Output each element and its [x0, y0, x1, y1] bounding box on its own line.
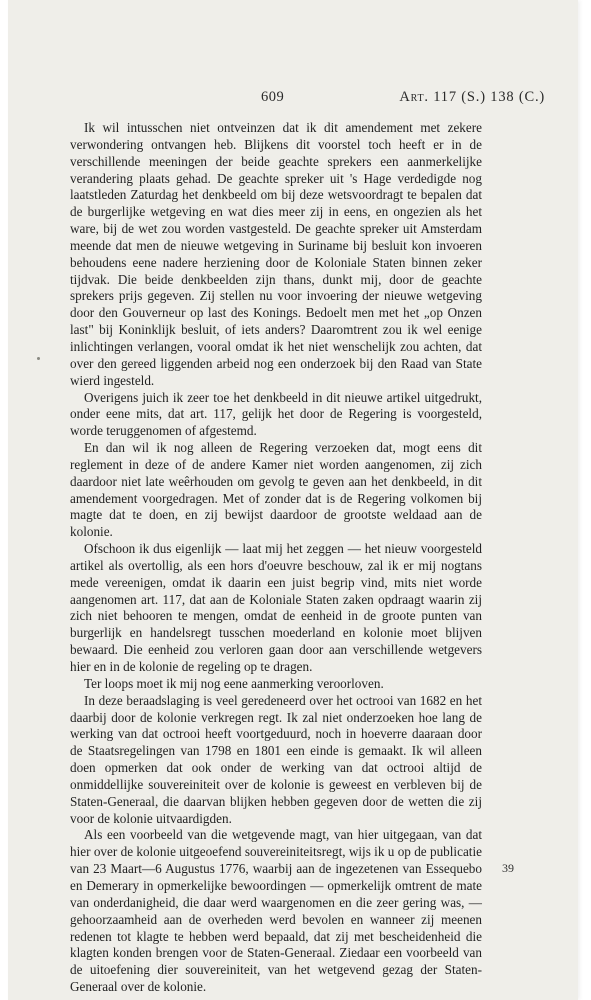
book-page — [8, 0, 578, 1000]
page-header — [70, 89, 545, 109]
signature-mark: 39 — [502, 861, 514, 875]
body-text — [70, 120, 482, 996]
paragraph: Overigens juich ik zeer toe het denkbeeld in dit nieuwe artikel uitgedrukt, onder eene mits, dat art. 117, gelijk het door de Regering is voorgesteld, worde teruggenomen of afgestemd. — [70, 389, 482, 439]
paragraph: Ter loops moet ik mij nog eene aanmerking veroorloven. — [84, 675, 384, 691]
ink-speck — [37, 357, 40, 360]
paragraph: Als een voorbeeld van die wetgevende magt, van hier uitgegaan, van dat hier over de kolonie uitgeoefend souvereiniteitsregt, wijs ik u op de publicatie van 23 Maart—6 Augustus 1776, waarbij aan de ingezetenen van Essequebo en Demerary in opmerkelijke bewoordingen — opmerkelijk omtrent de mate van onderdanigheid, die daar werd waargenomen en die zeer gering was, — gehoorzaamheid aan de overheden werd bevolen en wanneer zij meenen redenen tot klagte te hebben werd bepaald, dat zij met bescheidenheid die klagten konden brengen voor de Staten-Generaal. Ziedaar een voorbeeld van de uitoefening dier souvereiniteit, van het wetgevend gezag der Staten-Generaal over de kolonie. — [70, 827, 482, 995]
paragraph: Ik wil intusschen niet ontveinzen dat ik dit amendement met zekere verwondering ontvangen heb. Blijkens dit voorstel toch heeft er in de verschillende meeningen der beide geachte sprekers een aanmerkelijke verandering plaats gehad. De geachte spreker uit 's Hage verdedigde nog laatstleden Zaturdag het denkbeeld om bij deze wetsvoordragt te bepalen dat de burgerlijke wetgeving en wat dies meer zij in eens, en ongezien als het ware, bij de wet zou worden vastgesteld. De geachte spreker uit Amsterdam meende dat men de nieuwe wetgeving in Suriname bij besluit kon invoeren behoudens eene nadere herziening door de Koloniale Staten binnen zeker tijdvak. Die beide denkbeelden zijn thans, dunkt mij, door de geachte sprekers prijs gegeven. Zij stellen nu voor invoering der nieuwe wetgeving door den Gouverneur op last des Konings. Bedoelt men met het „op Onzen last" bij Koninklijk besluit, of iets anders? Daaromtrent zou ik wel eenige inlichtingen verlangen, vooral omdat ik het niet wenschelijk zou achten, dat over den gereed liggenden arbeid nog een onderzoek bij den Raad van State wierd ingesteld. — [70, 120, 482, 388]
paragraph: In deze beraadslaging is veel geredeneerd over het octrooi van 1682 en het daarbij door de kolonie verkregen regt. Ik zal niet onderzoeken hoe lang de werking van dat octrooi heeft voortgeduurd, noch in hoeverre daaraan door de Staatsregelingen van 1798 en 1801 een einde is gemaakt. Ik wil alleen doen opmerken dat ook onder de werking van dat octrooi altijd de onmiddellijke souvereiniteit over de kolonie is geweest en verbleven bij de Staten-Generaal, die daarvan blijken hebben gegeven door de wetten die zij voor de kolonie uitvaardigden. — [70, 692, 482, 826]
paragraph: Ofschoon ik dus eigenlijk — laat mij het zeggen — het nieuw voorgesteld artikel als overtollig, als een hors d'oeuvre beschouw, zal ik er mij nogtans mede vereenigen, omdat ik daarin een juist begrip vind, mits niet worde aangenomen art. 117, dat aan de Koloniale Staten zaken opdraagt waarin zij zich niet behooren te mengen, omdat de eenheid in de groote punten van burgerlijk en handelsregt tusschen moederland en kolonie moet blijven bewaard. Die eenheid zou verloren gaan door aan verschillende wetgevers hier en in de kolonie de regeling op te dragen. — [70, 541, 482, 674]
page-number: 609 — [261, 89, 285, 105]
paragraph: En dan wil ik nog alleen de Regering verzoeken dat, mogt eens dit reglement in deze of de andere Kamer niet worden aangenomen, zij zich daardoor niet late weêrhouden om gevolg te geven aan het denkbeeld, in dit amendement voorgedragen. Met of zonder dat is de Regering volkomen bij magte dat te doen, en zij bewijst daardoor de grootste weldaad aan de kolonie. — [70, 440, 482, 540]
running-head: Art. 117 (S.) 138 (C.) — [399, 89, 545, 105]
